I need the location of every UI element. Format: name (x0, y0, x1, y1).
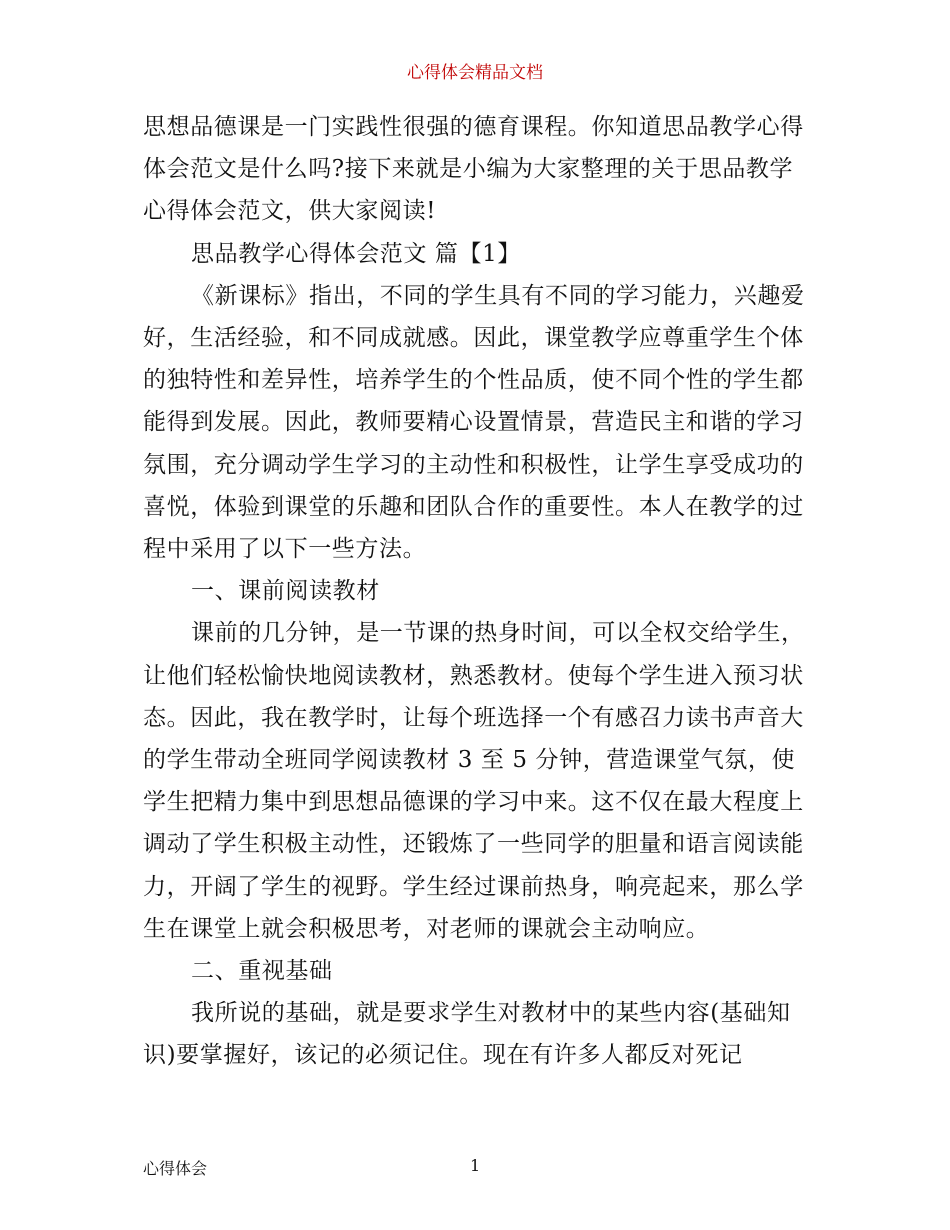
body-paragraph: 课前的几分钟，是一节课的热身时间，可以全权交给学生，让他们轻松愉快地阅读教材，熟悉教材。使每个学生进入预习状态。因此，我在教学时，让每个班选择一个有感召力读书声音大的学生带动全班同学阅读教材 3 至 5 分钟，营造课堂气氛，使学生把精力集中到思想品德课的学习中来。这不仅在最大程度上调动了学生积极主动性，还锻炼了一些同学的胆量和语言阅读能力，开阔了学生的视野。学生经过课前热身，响亮起来，那么学生在课堂上就会积极思考，对老师的课就会主动响应。 (143, 620, 805, 942)
document-body (143, 106, 813, 1077)
body-paragraph: 我所说的基础，就是要求学生对教材中的某些内容(基础知识)要掌握好，该记的必须记住。现在有许多人都反对死记 (143, 1000, 791, 1069)
footer-label: 心得体会 (143, 1159, 208, 1178)
page-number: 1 (470, 1156, 481, 1175)
body-paragraph: 《新课标》指出，不同的学生具有不同的学习能力，兴趣爱好，生活经验，和不同成就感。因此，课堂教学应尊重学生个体的独特性和差异性，培养学生的个性品质，使不同个性的学生都能得到发展。因此，教师要精心设置情景，营造民主和谐的学习氛围，充分调动学生学习的主动性和积极性，让学生享受成功的喜悦，体验到课堂的乐趣和团队合作的重要性。本人在教学的过程中采用了以下一些方法。 (143, 282, 805, 563)
article-heading: 思品教学心得体会范文 篇【1】 (191, 240, 521, 267)
section-heading-1: 一、课前阅读教材 (191, 578, 380, 605)
intro-paragraph: 思想品德课是一门实践性很强的德育课程。你知道思品教学心得体会范文是什么吗?接下来就是小编为大家整理的关于思品教学心得体会范文，供大家阅读! (143, 114, 804, 225)
page-header-title: 心得体会精品文档 (407, 63, 543, 83)
section-heading-2: 二、重视基础 (191, 958, 333, 985)
